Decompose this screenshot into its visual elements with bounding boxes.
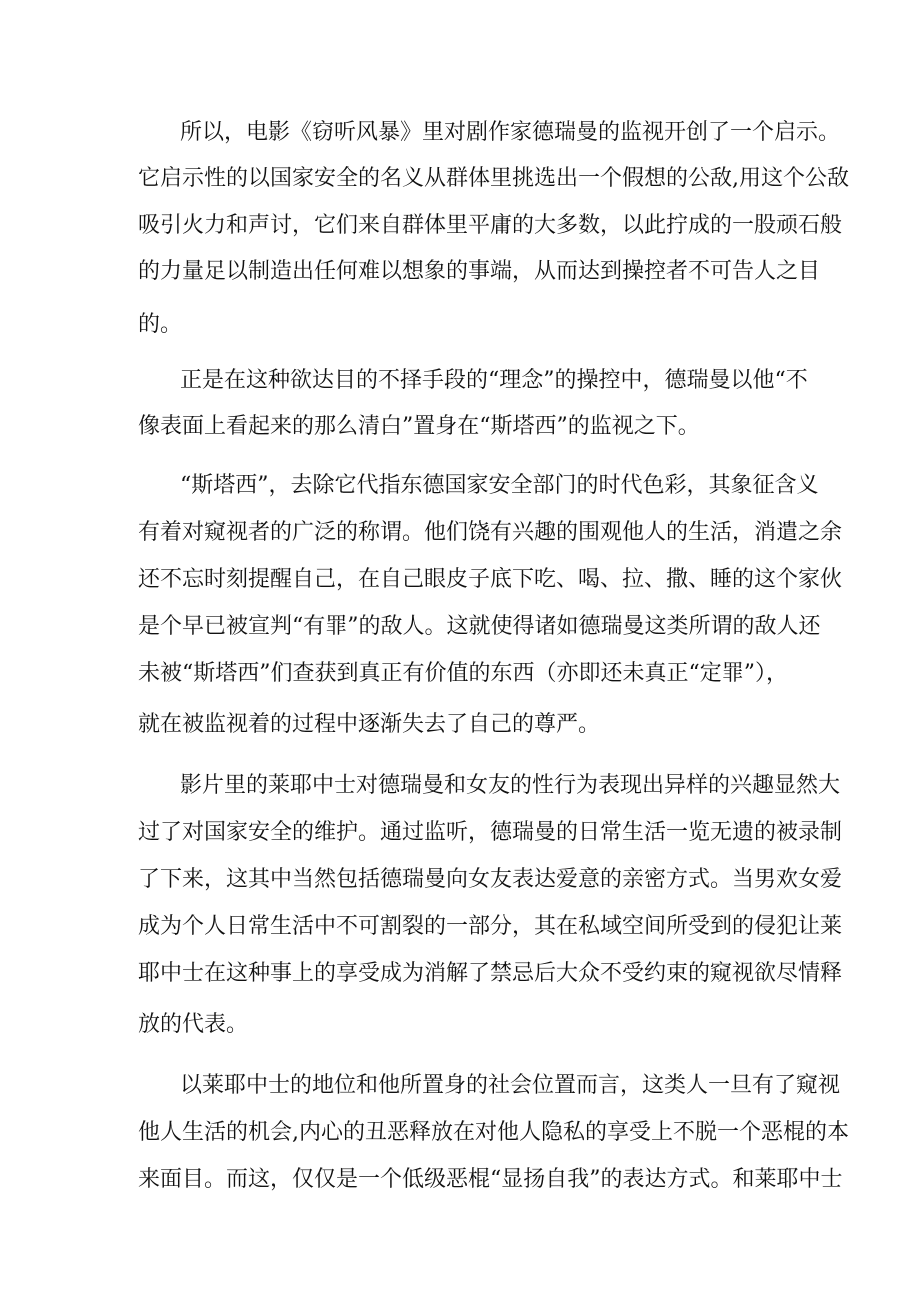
paragraph-3-line-3: 还不忘时刻提醒自己，在自己眼皮子底下吃、喝、拉、撒、睡的这个家伙 xyxy=(138,567,843,592)
paragraph-1-line-5: 的。 xyxy=(138,312,183,337)
paragraph-3-line-6: 就在被监视着的过程中逐渐失去了自己的尊严。 xyxy=(138,712,601,737)
paragraph-2-line-1: 正是在这种欲达目的不择手段的“理念”的操控中，德瑞曼以他“不 xyxy=(180,368,808,393)
paragraph-5-line-3: 来面目。而这，仅仅是一个低级恶棍“显扬自我”的表达方式。和莱耶中士 xyxy=(138,1167,843,1192)
paragraph-1-line-4: 的力量足以制造出任何难以想象的事端，从而达到操控者不可告人之目 xyxy=(138,259,821,284)
paragraph-1-line-1: 所以，电影《窃听风暴》里对剧作家德瑞曼的监视开创了一个启示。 xyxy=(180,120,841,145)
paragraph-3-line-2: 有着对窥视者的广泛的称谓。他们饶有兴趣的围观他人的生活，消遣之余 xyxy=(138,520,843,545)
paragraph-1-line-2: 它启示性的以国家安全的名义从群体里挑选出一个假想的公敌,用这个公敌 xyxy=(138,166,849,191)
paragraph-4-line-4: 成为个人日常生活中不可割裂的一部分，其在私域空间所受到的侵犯让莱 xyxy=(138,914,843,939)
paragraph-5-line-1: 以莱耶中士的地位和他所置身的社会位置而言，这类人一旦有了窥视 xyxy=(180,1073,841,1098)
paragraph-1-line-3: 吸引火力和声讨，它们来自群体里平庸的大多数，以此拧成的一股顽石般 xyxy=(138,213,843,238)
paragraph-2-line-2: 像表面上看起来的那么清白”置身在“斯塔西”的监视之下。 xyxy=(138,414,700,439)
paragraph-3-line-5: 未被“斯塔西”们查获到真正有价值的东西（亦即还未真正“定罪”）， xyxy=(138,661,788,686)
paragraph-4-line-2: 过了对国家安全的维护。通过监听，德瑞曼的日常生活一览无遗的被录制 xyxy=(138,820,843,845)
paragraph-4-line-6: 放的代表。 xyxy=(138,1012,249,1037)
paragraph-4-line-5: 耶中士在这种事上的享受成为消解了禁忌后大众不受约束的窥视欲尽情释 xyxy=(138,961,843,986)
paragraph-3-line-1: “斯塔西”，去除它代指东德国家安全部门的时代色彩，其象征含义 xyxy=(180,473,819,498)
paragraph-3-line-4: 是个早已被宣判“有罪”的敌人。这就使得诸如德瑞曼这类所谓的敌人还 xyxy=(138,614,821,639)
paragraph-4-line-3: 了下来，这其中当然包括德瑞曼向女友表达爱意的亲密方式。当男欢女爱 xyxy=(138,867,843,892)
paragraph-5-line-2: 他人生活的机会,内心的丑恶释放在对他人隐私的享受上不脱一个恶棍的本 xyxy=(138,1120,849,1145)
paragraph-4-line-1: 影片里的莱耶中士对德瑞曼和女友的性行为表现出异样的兴趣显然大 xyxy=(180,773,841,798)
